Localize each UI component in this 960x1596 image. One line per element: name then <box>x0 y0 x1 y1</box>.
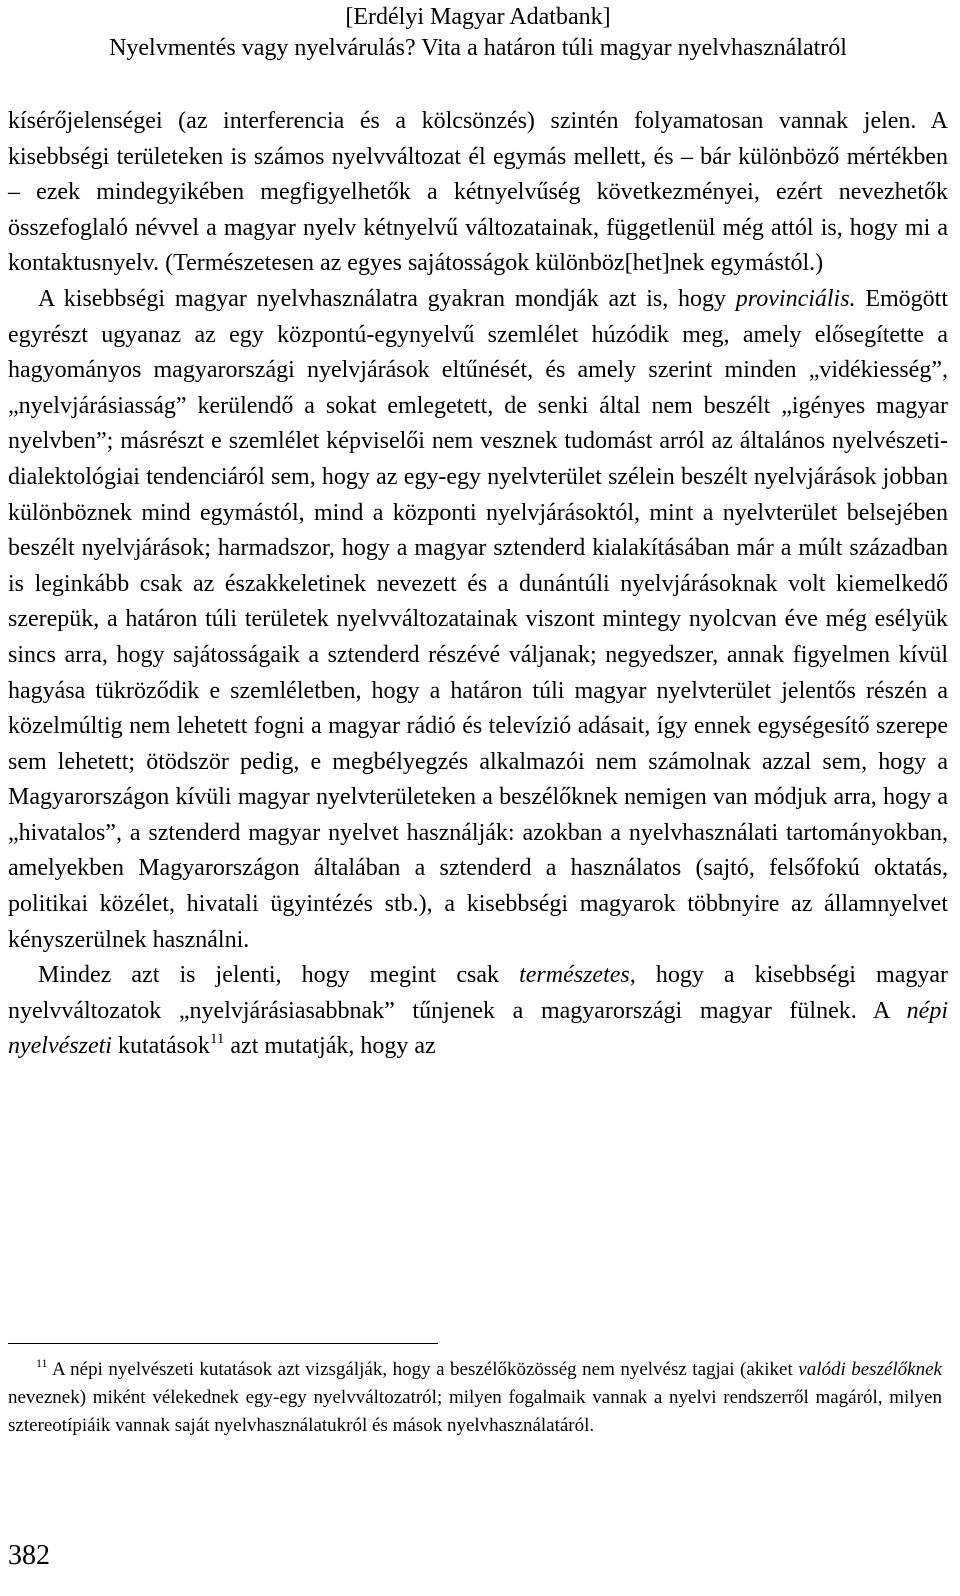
footnote <box>8 1356 942 1440</box>
paragraph-3-text-b: hogy a kisebbségi magyar nyelvváltozatok „nyelvjárásiasabbnak” tűnjenek a magyarországi magyar fülnek. A <box>8 962 948 1024</box>
paragraph-3-text-d: azt mutatják, hogy az <box>224 1033 436 1060</box>
running-header <box>8 0 948 64</box>
footnote-number: 11 <box>36 1356 48 1370</box>
paragraph-3 <box>8 958 948 1065</box>
paragraph-3-italic-1: természetes, <box>519 962 636 989</box>
footnote-separator <box>8 1343 438 1344</box>
paragraph-1: kísérőjelenségei (az interferencia és a kölcsönzés) szintén folyamatosan vannak jelen. A kisebbségi területeken is számos nyelvváltozat él egymás mellett, és – bár különböző mértékben – ezek mindegyikében megfigyelhetők a kétnyelvűség következményei, ezért nevezhetők összefoglaló névvel a magyar nyelv kétnyelvű változatainak, függetlenül még attól is, hogy mi a kontaktusnyelv. (Természetesen az egyes sajátosságok különböz[het]nek egymástól.) <box>8 108 948 277</box>
footnote-text-a: A népi nyelvészeti kutatások azt vizsgálják, hogy a beszélőközösség nem nyelvész tagjai (akiket <box>47 1359 799 1380</box>
document-page <box>8 0 948 1596</box>
footnote-reference[interactable]: 11 <box>209 1031 225 1048</box>
page-number: 382 <box>8 1540 50 1571</box>
header-title: Nyelvmentés vagy nyelvárulás? Vita a határon túli magyar nyelvhasználatról <box>109 35 847 61</box>
paragraph-3-text-c: kutatások <box>111 1033 210 1060</box>
paragraph-2-text-b: Emögött egyrészt ugyanaz az egy központú-egynyelvű szemlélet húzódik meg, amely elősegítette a hagyományos magyarországi nyelvjárások eltűnését, és amely szerint minden „vidékiesség”, „nyelvjárásiasság” kerülendő a sokat emlegetett, de senki által nem beszélt „igényes magyar nyelvben”; másrészt e szemlélet képviselői nem vesznek tudomást arról az általános nyelvészeti-dialektológiai tendenciáról sem, hogy az egy-egy nyelvterület szélein beszélt nyelvjárások jobban különböznek mind egymástól, mind a központi nyelvjárásoktól, mint a nyelvterület belsejében beszélt nyelvjárások; harmadszor, hogy a magyar sztenderd kialakításában már a múlt században is leginkább csak az északkeletinek nevezett és a dunántúli nyelvjárásoknak volt kiemelkedő szerepük, a határon túli területek nyelvváltozatainak viszont mintegy nyolcvan éve még esélyük sincs arra, hogy sajátosságaik a sztenderd részévé váljanak; negyedszer, annak figyelmen kívül hagyása tükröződik e szemléletben, hogy a határon túli magyar nyelvterület jelentős részén a közelmúltig nem lehetett fogni a magyar rádió és televízió adásait, így ennek egységesítő szerepe sem lehetett; ötödször pedig, e megbélyegzés alkalmazói nem számolnak azzal sem, hogy a Magyarországon kívüli magyar nyelvterületeken a beszélőknek nemigen van módjuk arra, hogy a „hivatalos”, a sztenderd magyar nyelvet használják: azokban a nyelvhasználati tartományokban, amelyekben Magyarországon általában a sztenderd a használatos (sajtó, felsőfokú oktatás, politikai közélet, hivatali ügyintézés stb.), a kisebbségi magyarok többnyire az államnyelvet kényszerülnek használni. <box>8 285 949 953</box>
footnote-italic: valódi beszélőknek <box>798 1359 942 1380</box>
paragraph-2-italic: provinciális. <box>735 285 856 312</box>
header-source: [Erdélyi Magyar Adatbank] <box>345 4 611 30</box>
footnote-text-b: neveznek) miként vélekednek egy-egy nyelvváltozatról; milyen fogalmaik vannak a nyelvi rendszerről magáról, milyen sztereotípiáik vannak saját nyelvhasználatukról és mások nyelvhasználatáról. <box>8 1387 942 1436</box>
paragraph-3-italic-2: népi nyelvészeti <box>8 997 948 1060</box>
paragraph-2 <box>8 282 948 958</box>
paragraph-2-text-a: A kisebbségi magyar nyelvhasználatra gyakran mondják azt is, hogy <box>38 285 736 312</box>
paragraph-3-text-a: Mindez azt is jelenti, hogy megint csak <box>38 962 520 989</box>
main-text <box>8 104 948 1065</box>
